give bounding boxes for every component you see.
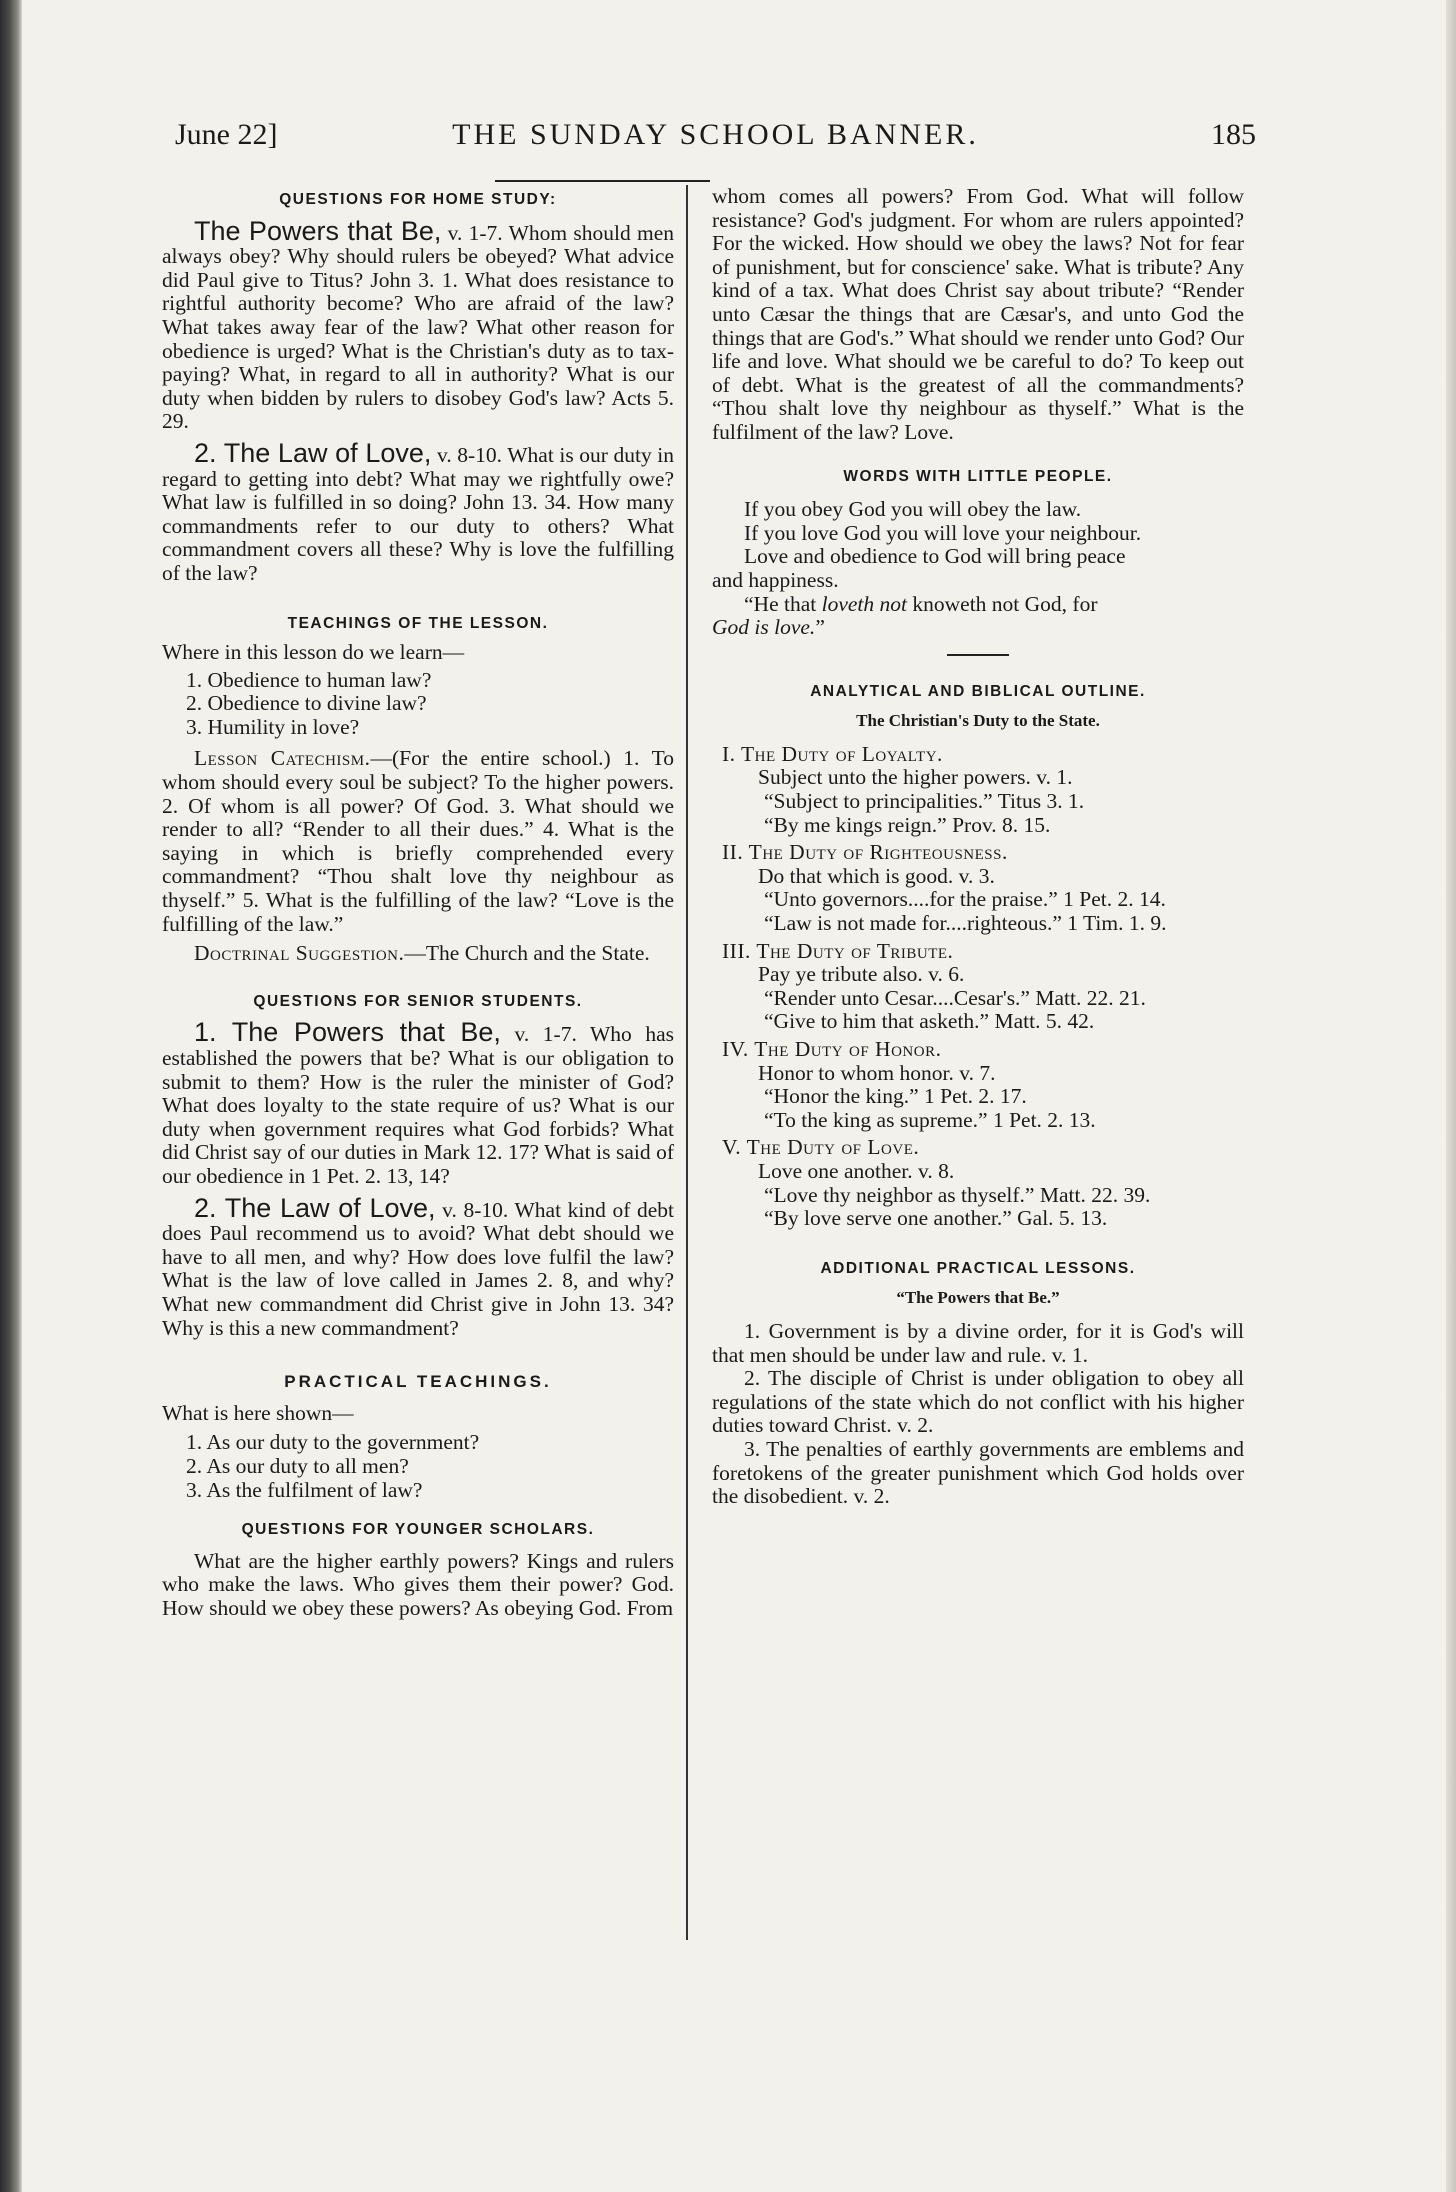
doctrinal-label: Doctrinal Suggestion. — [194, 941, 405, 966]
catechism-label: Lesson Catechism. — [194, 746, 371, 771]
senior-p1-text: v. 1-7. Who has established the powers that be? What is our obligation to submit to them? How is the ruler the minister of God? What does loyalty to the state require of us? What is our duty when government requires what God forbids? What did Christ say of our duties in Mark 12. 17? What is said of our obedience in 1 Pet. 2. 13, 14? — [162, 1022, 675, 1188]
teachings-item: 2. Obedience to divine law? — [186, 691, 427, 716]
additional-paragraphs — [712, 1320, 1244, 1509]
teachings-heading: TEACHINGS OF THE LESSON. — [287, 614, 549, 632]
home-study-p2-title: 2. The Law of Love, — [194, 437, 432, 468]
header-date: June 22] — [175, 118, 278, 151]
home-study-p1-text: v. 1-7. Whom should men always obey? Why should rulers be obeyed? What advice did Paul give to Titus? John 3. 1. What does resistance to rightful authority become? Who are afraid of the law? What takes away fear of the law? What other reason for obedience is urged? What is the Christian's duty as to tax-paying? What, in regard to all in authority? What is our duty when bidden by rulers to disobey God's law? Acts 5. 29. — [162, 220, 674, 434]
outline-section-main: Do that which is good. v. 3. — [758, 863, 995, 888]
outline-subheading: The Christian's Duty to the State. — [856, 711, 1100, 731]
practical-item: 3. As the fulfilment of law? — [186, 1477, 423, 1502]
outline-reference: “To the king as supreme.” 1 Pet. 2. 13. — [764, 1107, 1096, 1132]
page-edge — [1446, 0, 1456, 2192]
little-people-line: If you love God you will love your neighbour. — [744, 520, 1142, 545]
practical-list — [162, 1431, 674, 1502]
senior-para-2 — [162, 1192, 674, 1341]
outline-reference: “By love serve one another.” Gal. 5. 13. — [764, 1206, 1108, 1231]
outline-reference: “Render unto Cesar....Cesar's.” Matt. 22. 21. — [764, 985, 1146, 1010]
section-divider — [947, 654, 1009, 656]
quote-em: loveth not — [821, 591, 907, 616]
additional-paragraph: 2. The disciple of Christ is under obligation to obey all regulations of the state which do not conflict with his higher duties toward Christ. v. 2. — [712, 1366, 1244, 1438]
catechism-text: —(For the entire school.) 1. To whom should every soul be subject? To the higher powers. 2. Of whom is all power? Of God. 3. What should we render to all? “Render to all their dues.” 4. What is the saying in which is briefly comprehended every commandment? “Thou shalt love thy neighbour as thyself.” 5. What is the fulfilling of the law? “Love is the fulfilling of the law.” — [162, 746, 674, 936]
teachings-list — [162, 669, 674, 740]
column-divider — [686, 185, 688, 1940]
practical-heading: PRACTICAL TEACHINGS. — [284, 1372, 552, 1392]
younger-heading: QUESTIONS FOR YOUNGER SCHOLARS. — [241, 1521, 595, 1539]
outline-reference: “Law is not made for....righteous.” 1 Tim. 1. 9. — [764, 911, 1167, 936]
outline-reference: “Honor the king.” 1 Pet. 2. 17. — [764, 1084, 1027, 1109]
home-study-para-2 — [162, 437, 674, 586]
page-number: 185 — [1211, 118, 1256, 151]
home-study-p2-text: v. 8-10. What is our duty in regard to getting into debt? What may we rightfully owe? What law is fulfilled in so doing? John 13. 34. How many commandments refer to our duty to others? What commandment covers all these? Why is love the fulfilling of the law? — [162, 442, 674, 585]
home-study-heading: QUESTIONS FOR HOME STUDY: — [279, 191, 557, 208]
outline-reference: “Give to him that asketh.” Matt. 5. 42. — [764, 1009, 1095, 1034]
younger-lines: What are the higher earthly powers? Kings and rulers who make the laws. Who gives them their power? God. How should we obey these powers? As obeying God. From — [162, 1548, 674, 1620]
publication-title: THE SUNDAY SCHOOL BANNER. — [452, 118, 979, 151]
outline-section-title: V. The Duty of Love. — [722, 1135, 920, 1160]
right-column — [712, 185, 1244, 1509]
outline-section-title: I. The Duty of Loyalty. — [722, 741, 943, 766]
additional-paragraph: 1. Government is by a divine order, for it is God's will that men should be under law and rule. v. 1. — [712, 1318, 1244, 1367]
doctrinal-text: —The Church and the State. — [404, 941, 650, 966]
quote-a: “He that — [744, 591, 822, 616]
senior-p2-title: 2. The Law of Love, — [194, 1192, 436, 1223]
quote-c-em: God is love. — [712, 615, 816, 640]
little-people-line — [712, 545, 1244, 592]
outline-reference: “Subject to principalities.” Titus 3. 1. — [764, 789, 1085, 814]
practical-intro: What is here shown— — [162, 1400, 354, 1425]
outline-reference: “By me kings reign.” Prov. 8. 15. — [764, 812, 1051, 837]
outline-reference: “Unto governors....for the praise.” 1 Pet. 2. 14. — [764, 887, 1166, 912]
additional-heading: ADDITIONAL PRACTICAL LESSONS. — [820, 1259, 1136, 1277]
lesson-catechism — [162, 747, 674, 936]
running-header — [175, 118, 1256, 162]
additional-paragraph: 3. The penalties of earthly governments are emblems and foretokens of the greater punishment which God holds over the disobedient. v. 2. — [712, 1436, 1244, 1509]
outline-section-title: IV. The Duty of Honor. — [722, 1037, 942, 1061]
outline-sections — [712, 743, 1244, 1231]
little-people-heading: WORDS WITH LITTLE PEOPLE. — [843, 467, 1113, 485]
younger-continued-lines: whom comes all powers? From God. What will follow resistance? God's judgment. For whom are rulers appointed? For the wicked. How should we obey the laws? Not for fear of punishment, but for conscience' sake. What is tribute? Any kind of a tax. What does Christ say about tribute? “Render unto Cæsar the things that are Cæsar's, and unto God the things that are God's.” What should we render unto God? Our life and love. What should we be careful to do? To keep out of debt. What is the greatest of all the commandments? “Thou shalt love thy neighbour as thyself.” What is the fulfilment of the law? Love. — [712, 184, 1244, 444]
practical-item: 1. As our duty to the government? — [186, 1430, 480, 1455]
home-study-p1-title: The Powers that Be, — [194, 215, 442, 246]
header-rule — [495, 180, 710, 182]
quote-b: knoweth not God, for — [907, 591, 1098, 616]
younger-continued — [712, 185, 1244, 445]
outline-reference: “Love thy neighbor as thyself.” Matt. 22. 39. — [764, 1182, 1151, 1207]
additional-subheading: “The Powers that Be.” — [896, 1288, 1060, 1308]
doctrinal-suggestion — [162, 942, 674, 966]
senior-p1-title: 1. The Powers that Be, — [194, 1017, 501, 1048]
little-people-line-3a: Love and obedience to God will bring peace — [744, 544, 1126, 569]
quote-c: ” — [815, 615, 825, 640]
younger-text — [162, 1550, 674, 1621]
left-column — [162, 185, 674, 1620]
outline-section-title: III. The Duty of Tribute. — [722, 938, 954, 963]
outline-section-title: II. The Duty of Righteousness. — [722, 840, 1008, 865]
senior-para-1 — [162, 1017, 675, 1188]
little-people-line: If you obey God you will obey the law. — [744, 497, 1082, 522]
practical-item: 2. As our duty to all men? — [186, 1453, 409, 1478]
senior-heading: QUESTIONS FOR SENIOR STUDENTS. — [253, 992, 583, 1010]
outline-section-main: Honor to whom honor. v. 7. — [758, 1060, 996, 1085]
senior-p2-text: v. 8-10. What kind of debt does Paul recommend us to avoid? What debt should we have to all men, and why? How does love fulfil the law? What is the law of love called in James 2. 8, and why? What new commandment did Christ give in John 13. 34? Why is this a new commandment? — [162, 1197, 674, 1340]
teachings-item: 1. Obedience to human law? — [186, 667, 432, 692]
little-people-quote — [712, 593, 1244, 640]
outline-heading: ANALYTICAL AND BIBLICAL OUTLINE. — [810, 682, 1146, 700]
book-binding-shadow — [0, 0, 22, 2192]
outline-section-main: Subject unto the higher powers. v. 1. — [758, 765, 1073, 790]
teachings-intro: Where in this lesson do we learn— — [162, 640, 465, 665]
home-study-para-1 — [162, 215, 674, 434]
outline-section-main: Love one another. v. 8. — [758, 1158, 955, 1183]
outline-section-main: Pay ye tribute also. v. 6. — [758, 962, 965, 987]
little-people-line-3b: and happiness. — [712, 567, 839, 592]
teachings-item: 3. Humility in love? — [186, 714, 360, 739]
